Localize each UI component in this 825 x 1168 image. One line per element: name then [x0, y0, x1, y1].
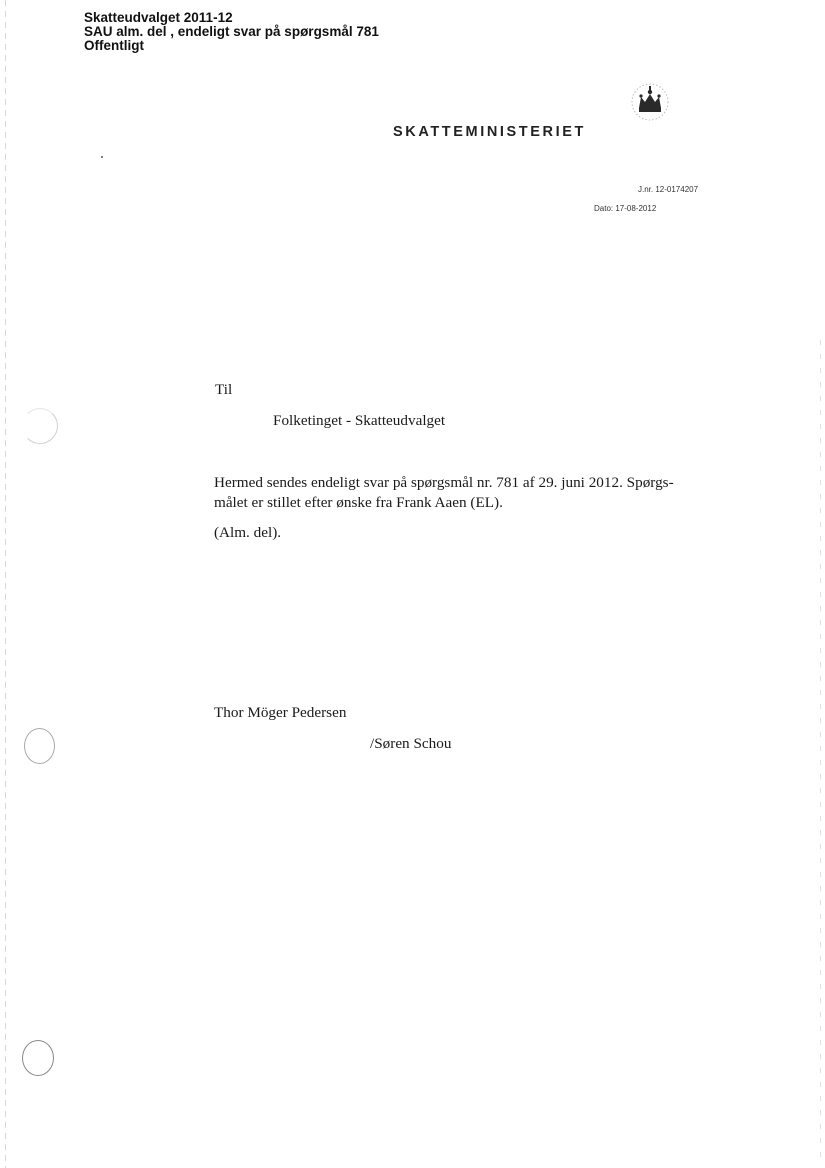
- scan-margin-line: [820, 340, 821, 1160]
- punch-hole: [24, 728, 55, 764]
- committee-title: Skatteudvalget 2011-12: [84, 10, 233, 25]
- letter-date: Dato: 17-08-2012: [594, 204, 657, 213]
- co-signatory-name: /Søren Schou: [370, 735, 452, 752]
- document-subject: SAU alm. del , endeligt svar på spørgsmål 781: [84, 24, 379, 39]
- crown-icon: [628, 82, 672, 122]
- recipient: Folketinget - Skatteudvalget: [273, 412, 446, 429]
- punch-hole: [22, 408, 58, 444]
- salutation: Til: [215, 381, 233, 398]
- scan-speck: [101, 156, 103, 158]
- scan-margin-line: [5, 0, 6, 1168]
- signatory-name: Thor Möger Pedersen: [214, 704, 347, 721]
- publicity-status: Offentligt: [84, 38, 144, 53]
- punch-hole: [22, 1040, 54, 1076]
- body-text-line-1: Hermed sendes endeligt svar på spørgsmål nr. 781 af 29. juni 2012. Spørgs-: [214, 474, 674, 491]
- committee-header: [84, 11, 379, 53]
- body-text-line-2: målet er stillet efter ønske fra Frank Aaen (EL).: [214, 494, 503, 511]
- ministry-name: SKATTEMINISTERIET: [393, 124, 586, 140]
- journal-number: J.nr. 12-0174207: [638, 185, 699, 194]
- classification-note: (Alm. del).: [214, 524, 282, 541]
